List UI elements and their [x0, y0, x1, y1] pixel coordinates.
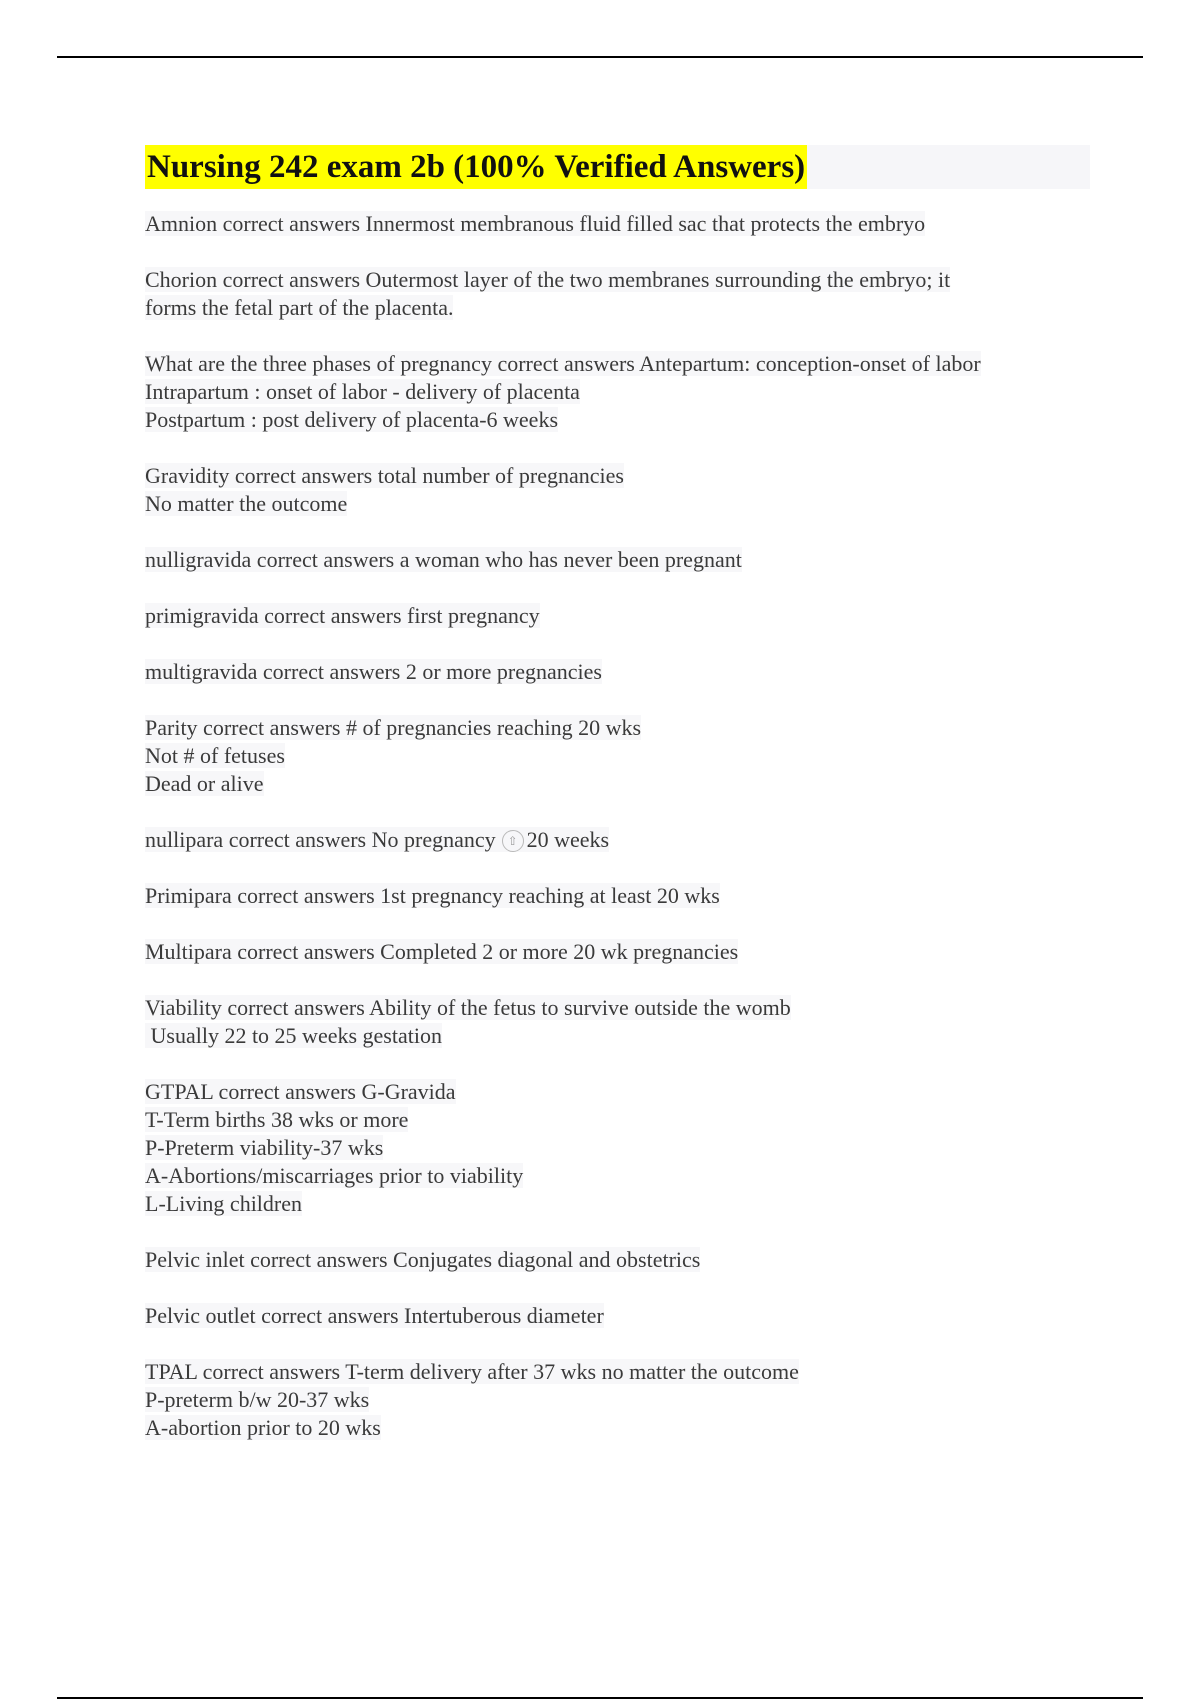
- entry-primipara: [145, 882, 1090, 910]
- entry-line: Chorion correct answers Outermost layer of the two membranes surrounding the embryo; it: [145, 267, 951, 292]
- entry-multigravida: [145, 658, 1090, 686]
- entry-line: What are the three phases of pregnancy correct answers Antepartum: conception-onset of labor: [145, 351, 981, 376]
- entry-line: P-Preterm viability-37 wks: [145, 1135, 384, 1160]
- entry-multipara: [145, 938, 1090, 966]
- entry-line: Intrapartum : onset of labor - delivery of placenta: [145, 379, 580, 404]
- document-title: Nursing 242 exam 2b (100% Verified Answers): [145, 145, 807, 189]
- entry-line: nulligravida correct answers a woman who has never been pregnant: [145, 547, 742, 572]
- entry-line: 20 weeks: [526, 827, 610, 852]
- entry-three-phases: [145, 350, 1090, 434]
- entry-gravidity: [145, 462, 1090, 518]
- entry-parity: [145, 714, 1090, 798]
- entry-primigravida: [145, 602, 1090, 630]
- entry-line: nullipara correct answers No pregnancy: [145, 827, 496, 852]
- entry-line: multigravida correct answers 2 or more pregnancies: [145, 659, 602, 684]
- entry-nullipara: [145, 826, 1090, 854]
- entry-line: Primipara correct answers 1st pregnancy reaching at least 20 wks: [145, 883, 720, 908]
- title-bar: [145, 145, 1090, 189]
- bottom-rule: [57, 1697, 1143, 1699]
- entry-line: GTPAL correct answers G-Gravida: [145, 1079, 456, 1104]
- entry-line: L-Living children: [145, 1191, 303, 1216]
- entry-line: Gravidity correct answers total number of pregnancies: [145, 463, 624, 488]
- top-rule: [57, 56, 1143, 58]
- entry-viability: [145, 994, 1090, 1050]
- entry-line: primigravida correct answers first pregnancy: [145, 603, 540, 628]
- entry-nulligravida: [145, 546, 1090, 574]
- entry-tpal: [145, 1358, 1090, 1442]
- entry-line: T-Term births 38 wks or more: [145, 1107, 409, 1132]
- entry-line: No matter the outcome: [145, 491, 348, 516]
- entry-gtpal: [145, 1078, 1090, 1218]
- entry-amnion: [145, 210, 1090, 238]
- entry-line: Parity correct answers # of pregnancies reaching 20 wks: [145, 715, 642, 740]
- entry-line: TPAL correct answers T-term delivery after 37 wks no matter the outcome: [145, 1359, 799, 1384]
- entry-pelvic-inlet: [145, 1246, 1090, 1274]
- entry-line: Multipara correct answers Completed 2 or more 20 wk pregnancies: [145, 939, 739, 964]
- entry-line: Pelvic outlet correct answers Intertuberous diameter: [145, 1303, 604, 1328]
- document-body: [145, 145, 1090, 1470]
- entry-line: Amnion correct answers Innermost membranous fluid filled sac that protects the embryo: [145, 211, 926, 236]
- circle-up-arrow-icon: ⇧: [502, 830, 524, 852]
- entry-line: Dead or alive: [145, 771, 264, 796]
- entry-line: Viability correct answers Ability of the fetus to survive outside the womb: [145, 995, 791, 1020]
- entry-chorion: [145, 266, 1090, 322]
- entry-line: Usually 22 to 25 weeks gestation: [145, 1023, 442, 1048]
- entry-line: P-preterm b/w 20-37 wks: [145, 1387, 370, 1412]
- entry-line: A-abortion prior to 20 wks: [145, 1415, 381, 1440]
- entry-line: Postpartum : post delivery of placenta-6 weeks: [145, 407, 559, 432]
- entry-line: forms the fetal part of the placenta.: [145, 295, 454, 320]
- entry-pelvic-outlet: [145, 1302, 1090, 1330]
- entry-line: A-Abortions/miscarriages prior to viability: [145, 1163, 524, 1188]
- entry-line: Not # of fetuses: [145, 743, 285, 768]
- entry-line: Pelvic inlet correct answers Conjugates diagonal and obstetrics: [145, 1247, 701, 1272]
